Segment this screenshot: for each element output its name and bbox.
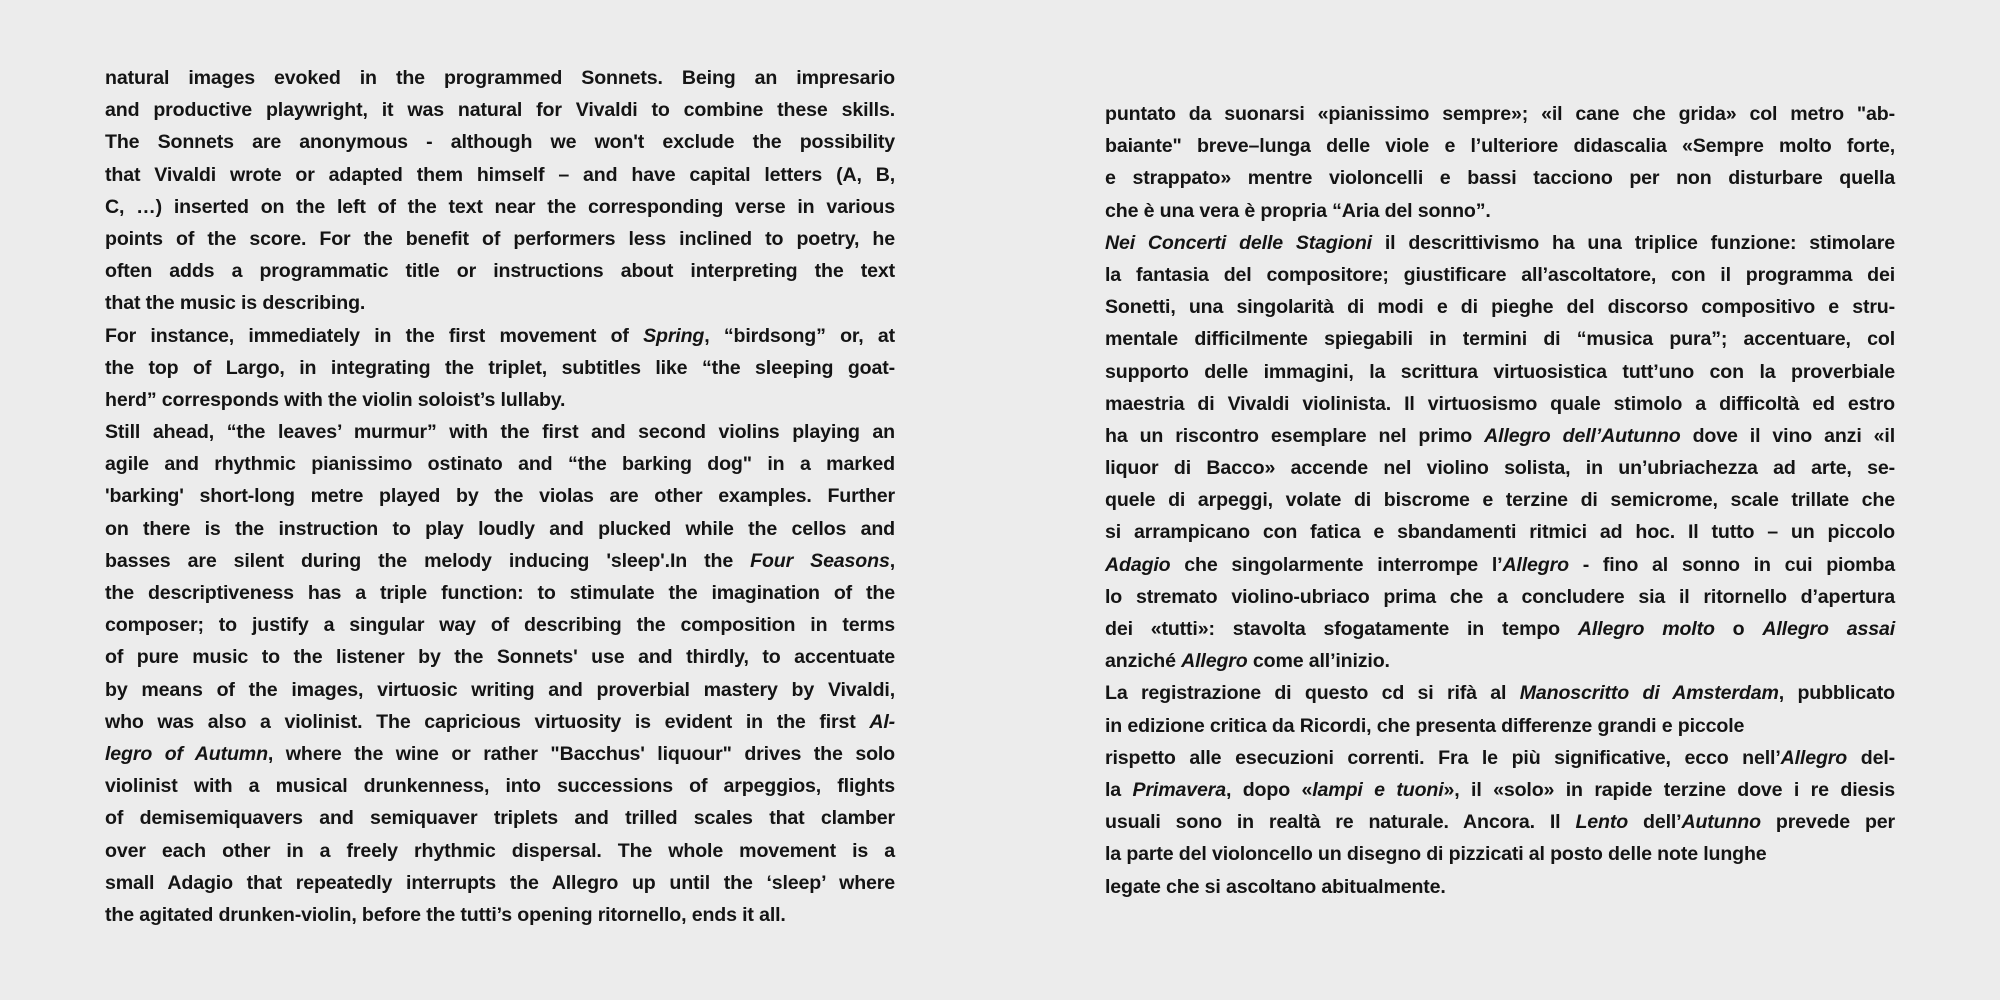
text-line <box>105 416 895 448</box>
english-text-column <box>105 62 895 931</box>
text-run: natural images evoked in the programmed Sonnets. Being an impresario <box>105 67 895 89</box>
text-line <box>105 320 895 352</box>
text-run: dove il vino anzi «il <box>1680 424 1896 447</box>
text-line <box>1105 356 1895 388</box>
italic-text: Allegro <box>1181 650 1248 673</box>
text-line <box>1105 291 1895 323</box>
text-run: in edizione critica da Ricordi, che presenta differenze grandi e piccole <box>1105 714 1745 737</box>
text-line <box>105 867 895 899</box>
text-run: e strappato» mentre violoncelli e bassi tacciono per non disturbare quella <box>1105 167 1895 190</box>
text-line <box>1105 806 1895 838</box>
text-run: che è una vera è propria “Aria del sonno”. <box>1105 199 1491 222</box>
text-line <box>105 191 895 223</box>
text-run: lo stremato violino-ubriaco prima che a concludere sia il ritornello d’apertura <box>1105 585 1895 608</box>
text-run: 'barking' short-long metre played by the violas are other examples. Further <box>105 485 895 508</box>
text-run: baiante" breve–lunga delle viole e l’ulteriore didascalia «Sempre molto forte, <box>1105 135 1895 158</box>
right-page <box>1000 0 2000 1000</box>
text-run: points of the score. For the benefit of performers less inclined to poetry, he <box>105 227 895 250</box>
text-line <box>1105 613 1895 645</box>
text-line <box>1105 742 1895 774</box>
italic-text: Nei Concerti delle Stagioni <box>1105 231 1372 254</box>
text-run: , where the wine or rather "Bacchus' liquour" drives the solo <box>267 742 895 765</box>
text-line <box>1105 516 1895 548</box>
text-run: of demisemiquavers and semiquaver triplets and trilled scales that clamber <box>105 807 895 830</box>
text-line <box>105 94 895 126</box>
text-line <box>105 835 895 867</box>
text-line <box>105 545 895 577</box>
text-line <box>105 802 895 834</box>
text-run: si arrampicano con fatica e sbandamenti ritmici ad hoc. Il tutto – un piccolo <box>1105 521 1895 544</box>
italic-text: Four Seasons <box>750 549 890 572</box>
text-run: mentale difficilmente spiegabili in termini di “musica pura”; accentuare, col <box>1105 328 1895 351</box>
text-run: », il «solo» in rapide terzine dove i re diesis <box>1443 778 1896 801</box>
italic-text: Spring <box>643 324 705 347</box>
text-run: dell’ <box>1628 811 1682 834</box>
text-line <box>105 159 895 191</box>
text-line <box>105 223 895 255</box>
text-run: che singolarmente interrompe l’ <box>1170 553 1503 576</box>
text-run: by means of the images, virtuosic writing and proverbial mastery by Vivaldi, <box>105 678 895 701</box>
text-run: supporto delle immagini, la scrittura virtuosistica tutt’uno con la proverbiale <box>1105 360 1895 383</box>
text-run: small Adagio that repeatedly interrupts the Allegro up until the ‘sleep’ where <box>105 871 895 894</box>
text-line <box>1105 130 1895 162</box>
text-line <box>1105 871 1895 903</box>
text-line <box>1105 388 1895 420</box>
text-run: legate che si ascoltano abitualmente. <box>1105 875 1446 898</box>
text-run: la <box>1105 778 1133 801</box>
italic-text: Allegro <box>1502 553 1569 576</box>
text-line <box>105 706 895 738</box>
text-run: La registrazione di questo cd si rifà al <box>1105 682 1520 705</box>
text-run: rispetto alle esecuzioni correnti. Fra le più significative, ecco nell’ <box>1105 746 1781 769</box>
text-run: puntato da suonarsi «pianissimo sempre»; «il cane che grida» col metro "ab- <box>1105 103 1895 125</box>
text-run: liquor di Bacco» accende nel violino solista, in un’ubriachezza ad arte, se- <box>1105 457 1895 480</box>
text-run: maestria di Vivaldi violinista. Il virtuosismo quale stimolo a difficoltà ed estro <box>1105 392 1895 415</box>
text-line <box>1105 484 1895 516</box>
text-run: - fino al sonno in cui piomba <box>1568 553 1896 576</box>
text-line <box>1105 581 1895 613</box>
text-line <box>1105 452 1895 484</box>
text-run: For instance, immediately in the first movement of <box>105 324 644 347</box>
italian-text-column <box>1105 98 1895 903</box>
text-line <box>1105 98 1895 130</box>
text-run: C, …) inserted on the left of the text near the corresponding verse in various <box>105 195 895 218</box>
text-run: who was also a violinist. The capricious virtuosity is evident in the first <box>105 710 870 733</box>
text-run: the descriptiveness has a triple function: to stimulate the imagination of the <box>105 582 895 604</box>
text-run: come all’inizio. <box>1247 650 1390 673</box>
text-line <box>105 577 895 609</box>
text-line <box>105 609 895 641</box>
text-run: composer; to justify a singular way of describing the composition in terms <box>105 614 895 637</box>
italic-text: Adagio <box>1105 553 1171 576</box>
italic-text: Allegro assai <box>1762 618 1896 640</box>
text-run: Still ahead, “the leaves’ murmur” with the first and second violins playing an <box>105 421 895 444</box>
text-line <box>105 674 895 706</box>
text-run: del- <box>1847 746 1896 769</box>
text-run: ha un riscontro esemplare nel primo <box>1105 424 1485 447</box>
text-run: herd” corresponds with the violin soloist’s lullaby. <box>105 388 566 411</box>
italic-text: legro of Autumn <box>105 742 268 765</box>
text-run: that Vivaldi wrote or adapted them himself – and have capital letters (A, B, <box>105 163 895 186</box>
text-line <box>105 770 895 802</box>
text-run: , pubblicato <box>1778 682 1895 705</box>
text-line <box>1105 645 1895 677</box>
text-line <box>105 641 895 673</box>
text-line <box>105 62 895 94</box>
text-run: on there is the instruction to play loudly and plucked while the cellos and <box>105 517 895 540</box>
text-line <box>105 738 895 770</box>
text-run: quele di arpeggi, volate di biscrome e terzine di semicrome, scale trillate che <box>1105 489 1895 512</box>
text-run: o <box>1714 618 1763 640</box>
text-line <box>1105 710 1895 742</box>
text-line <box>105 255 895 287</box>
text-line <box>1105 774 1895 806</box>
text-run: dei «tutti»: stavolta sfogatamente in tempo <box>1105 618 1578 640</box>
italic-text: Allegro molto <box>1577 618 1715 640</box>
text-line <box>105 899 895 931</box>
text-line <box>1105 259 1895 291</box>
italic-text: Primavera <box>1132 778 1226 801</box>
text-run: agile and rhythmic pianissimo ostinato and “the barking dog" in a marked <box>105 453 895 476</box>
text-run: la fantasia del compositore; giustificare all’ascoltatore, con il programma dei <box>1105 263 1895 286</box>
text-line <box>105 126 895 158</box>
text-run: , <box>889 549 895 572</box>
text-run: Sonetti, una singolarità di modi e di pieghe del discorso compositivo e stru- <box>1105 296 1895 319</box>
text-line <box>105 513 895 545</box>
italic-text: Al- <box>869 710 895 733</box>
italic-text: Lento <box>1575 811 1629 834</box>
text-run: and productive playwright, it was natural for Vivaldi to combine these skills. <box>105 99 895 122</box>
text-run: anziché <box>1105 650 1182 673</box>
text-run: violinist with a musical drunkenness, into successions of arpeggios, flights <box>105 775 895 798</box>
text-line <box>105 352 895 384</box>
text-line <box>1105 195 1895 227</box>
text-line <box>1105 162 1895 194</box>
text-run: over each other in a freely rhythmic dispersal. The whole movement is a <box>105 839 895 862</box>
text-run: la parte del violoncello un disegno di pizzicati al posto delle note lunghe <box>1105 843 1767 866</box>
text-line <box>105 480 895 512</box>
text-run: basses are silent during the melody inducing 'sleep'.In the <box>105 549 751 572</box>
text-run: the top of Largo, in integrating the triplet, subtitles like “the sleeping goat- <box>105 356 895 379</box>
text-run: that the music is describing. <box>105 292 366 315</box>
text-line <box>1105 677 1895 709</box>
text-run: prevede per <box>1760 811 1895 834</box>
italic-text: lampi e tuoni <box>1312 778 1444 801</box>
text-line <box>1105 323 1895 355</box>
text-line <box>105 287 895 319</box>
text-line <box>1105 549 1895 581</box>
text-run: of pure music to the listener by the Sonnets' use and thirdly, to accentuate <box>105 646 895 669</box>
text-run: the agitated drunken-violin, before the tutti’s opening ritornello, ends it all. <box>105 903 786 926</box>
text-line <box>105 384 895 416</box>
italic-text: Allegro <box>1780 746 1848 769</box>
italic-text: Manoscritto di Amsterdam <box>1519 682 1779 705</box>
text-line <box>1105 420 1895 452</box>
text-line <box>1105 838 1895 870</box>
text-run: The Sonnets are anonymous - although we won't exclude the possibility <box>105 131 895 154</box>
italic-text: Allegro dell’Autunno <box>1484 424 1681 447</box>
italic-text: Autunno <box>1681 811 1761 834</box>
text-run: il descrittivismo ha una triplice funzione: stimolare <box>1371 231 1895 254</box>
text-line <box>105 448 895 480</box>
text-run: usuali sono in realtà re naturale. Ancora. Il <box>1105 811 1576 834</box>
text-line <box>1105 227 1895 259</box>
text-run: , dopo « <box>1225 778 1313 801</box>
text-run: , “birdsong” or, at <box>704 324 895 347</box>
text-run: often adds a programmatic title or instructions about interpreting the text <box>105 260 895 283</box>
